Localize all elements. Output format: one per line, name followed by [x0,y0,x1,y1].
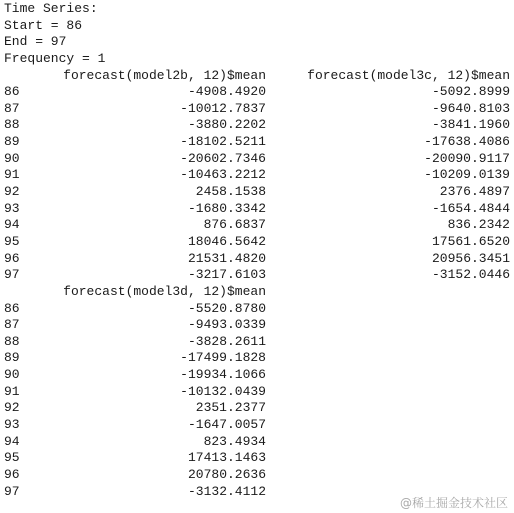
cell-model3d: -3828.2611 [187,333,266,349]
table-row [4,384,510,401]
table-row [4,434,510,451]
table-row [4,251,510,268]
table2-index-header [4,284,30,301]
cell-model3c: 17561.6520 [431,233,510,249]
row-index: 92 [4,184,20,200]
row-index: 90 [4,367,20,383]
cell-model3d: 20780.2636 [187,466,266,482]
cell-model3d: -17499.1828 [180,350,266,366]
row-index: 86 [4,300,20,316]
cell-model3d: 823.4934 [203,433,266,449]
row-index: 87 [4,317,20,333]
cell-model3c: -9640.8103 [431,100,510,116]
cell-model3d: 17413.1463 [187,450,266,466]
row-index: 97 [4,483,20,499]
row-index: 94 [4,217,20,233]
watermark: @稀土掘金技术社区 [399,496,508,510]
row-index: 95 [4,233,20,249]
table2-header [4,284,510,301]
cell-model2b: -4908.4920 [187,84,266,100]
table2-body [4,301,510,501]
cell-model2b: -1680.3342 [187,200,266,216]
table-row [4,467,510,484]
cell-model2b: -3217.6103 [187,267,266,283]
cell-model3d: -10132.0439 [180,383,266,399]
table-row [4,367,510,384]
column-header-model3d: forecast(model3d, 12)$mean [63,283,266,299]
row-index: 94 [4,433,20,449]
cell-model3d: 2351.2377 [195,400,266,416]
row-index: 90 [4,150,20,166]
table-row [4,417,510,434]
cell-model2b: -10012.7837 [180,100,266,116]
row-index: 87 [4,100,20,116]
cell-model3c: -20090.9117 [424,150,510,166]
row-index: 91 [4,167,20,183]
table-row [4,350,510,367]
cell-model2b: -10463.2212 [180,167,266,183]
cell-model2b: 18046.5642 [187,233,266,249]
row-index: 89 [4,134,20,150]
end-line: End = 97 [4,34,67,50]
column-header-model3c: forecast(model3c, 12)$mean [307,67,510,83]
cell-model3c: 20956.3451 [431,250,510,266]
row-index: 89 [4,350,20,366]
cell-model3c: -5092.8999 [431,84,510,100]
cell-model3d: -3132.4112 [187,483,266,499]
cell-model3d: -5520.8780 [187,300,266,316]
cell-model3c: 836.2342 [447,217,510,233]
cell-model3c: -17638.4086 [424,134,510,150]
table-row [4,134,510,151]
cell-model2b: -3880.2202 [187,117,266,133]
table1-index-header [4,68,30,85]
row-index: 93 [4,200,20,216]
table-row [4,317,510,334]
row-index: 91 [4,383,20,399]
column-header-model2b: forecast(model2b, 12)$mean [63,67,266,83]
cell-model2b: -20602.7346 [180,150,266,166]
table-row [4,201,510,218]
row-index: 88 [4,333,20,349]
table-row [4,167,510,184]
r-console-output [4,1,510,500]
cell-model3d: -9493.0339 [187,317,266,333]
row-index: 95 [4,450,20,466]
cell-model2b: 2458.1538 [195,184,266,200]
cell-model3c: 2376.4897 [439,184,510,200]
cell-model3d: -19934.1066 [180,367,266,383]
cell-model2b: 876.6837 [203,217,266,233]
row-index: 88 [4,117,20,133]
table-row [4,267,510,284]
cell-model2b: 21531.4820 [187,250,266,266]
table-row [4,151,510,168]
cell-model3c: -3841.1960 [431,117,510,133]
cell-model3c: -3152.0446 [431,267,510,283]
table-row [4,334,510,351]
table-row [4,117,510,134]
table-row [4,400,510,417]
table-row [4,84,510,101]
cell-model3c: -10209.0139 [424,167,510,183]
cell-model2b: -18102.5211 [180,134,266,150]
row-index: 96 [4,466,20,482]
row-index: 97 [4,267,20,283]
table-row [4,234,510,251]
table1-header [4,68,510,85]
table-row [4,101,510,118]
table-row [4,301,510,318]
start-line: Start = 86 [4,17,83,33]
cell-model3d: -1647.0057 [187,417,266,433]
table-row [4,184,510,201]
cell-model3c: -1654.4844 [431,200,510,216]
row-index: 92 [4,400,20,416]
table1-body [4,84,510,284]
table-row [4,217,510,234]
row-index: 86 [4,84,20,100]
row-index: 96 [4,250,20,266]
row-index: 93 [4,417,20,433]
time-series-label: Time Series: [4,1,98,16]
frequency-line: Frequency = 1 [4,50,106,66]
table-row [4,450,510,467]
